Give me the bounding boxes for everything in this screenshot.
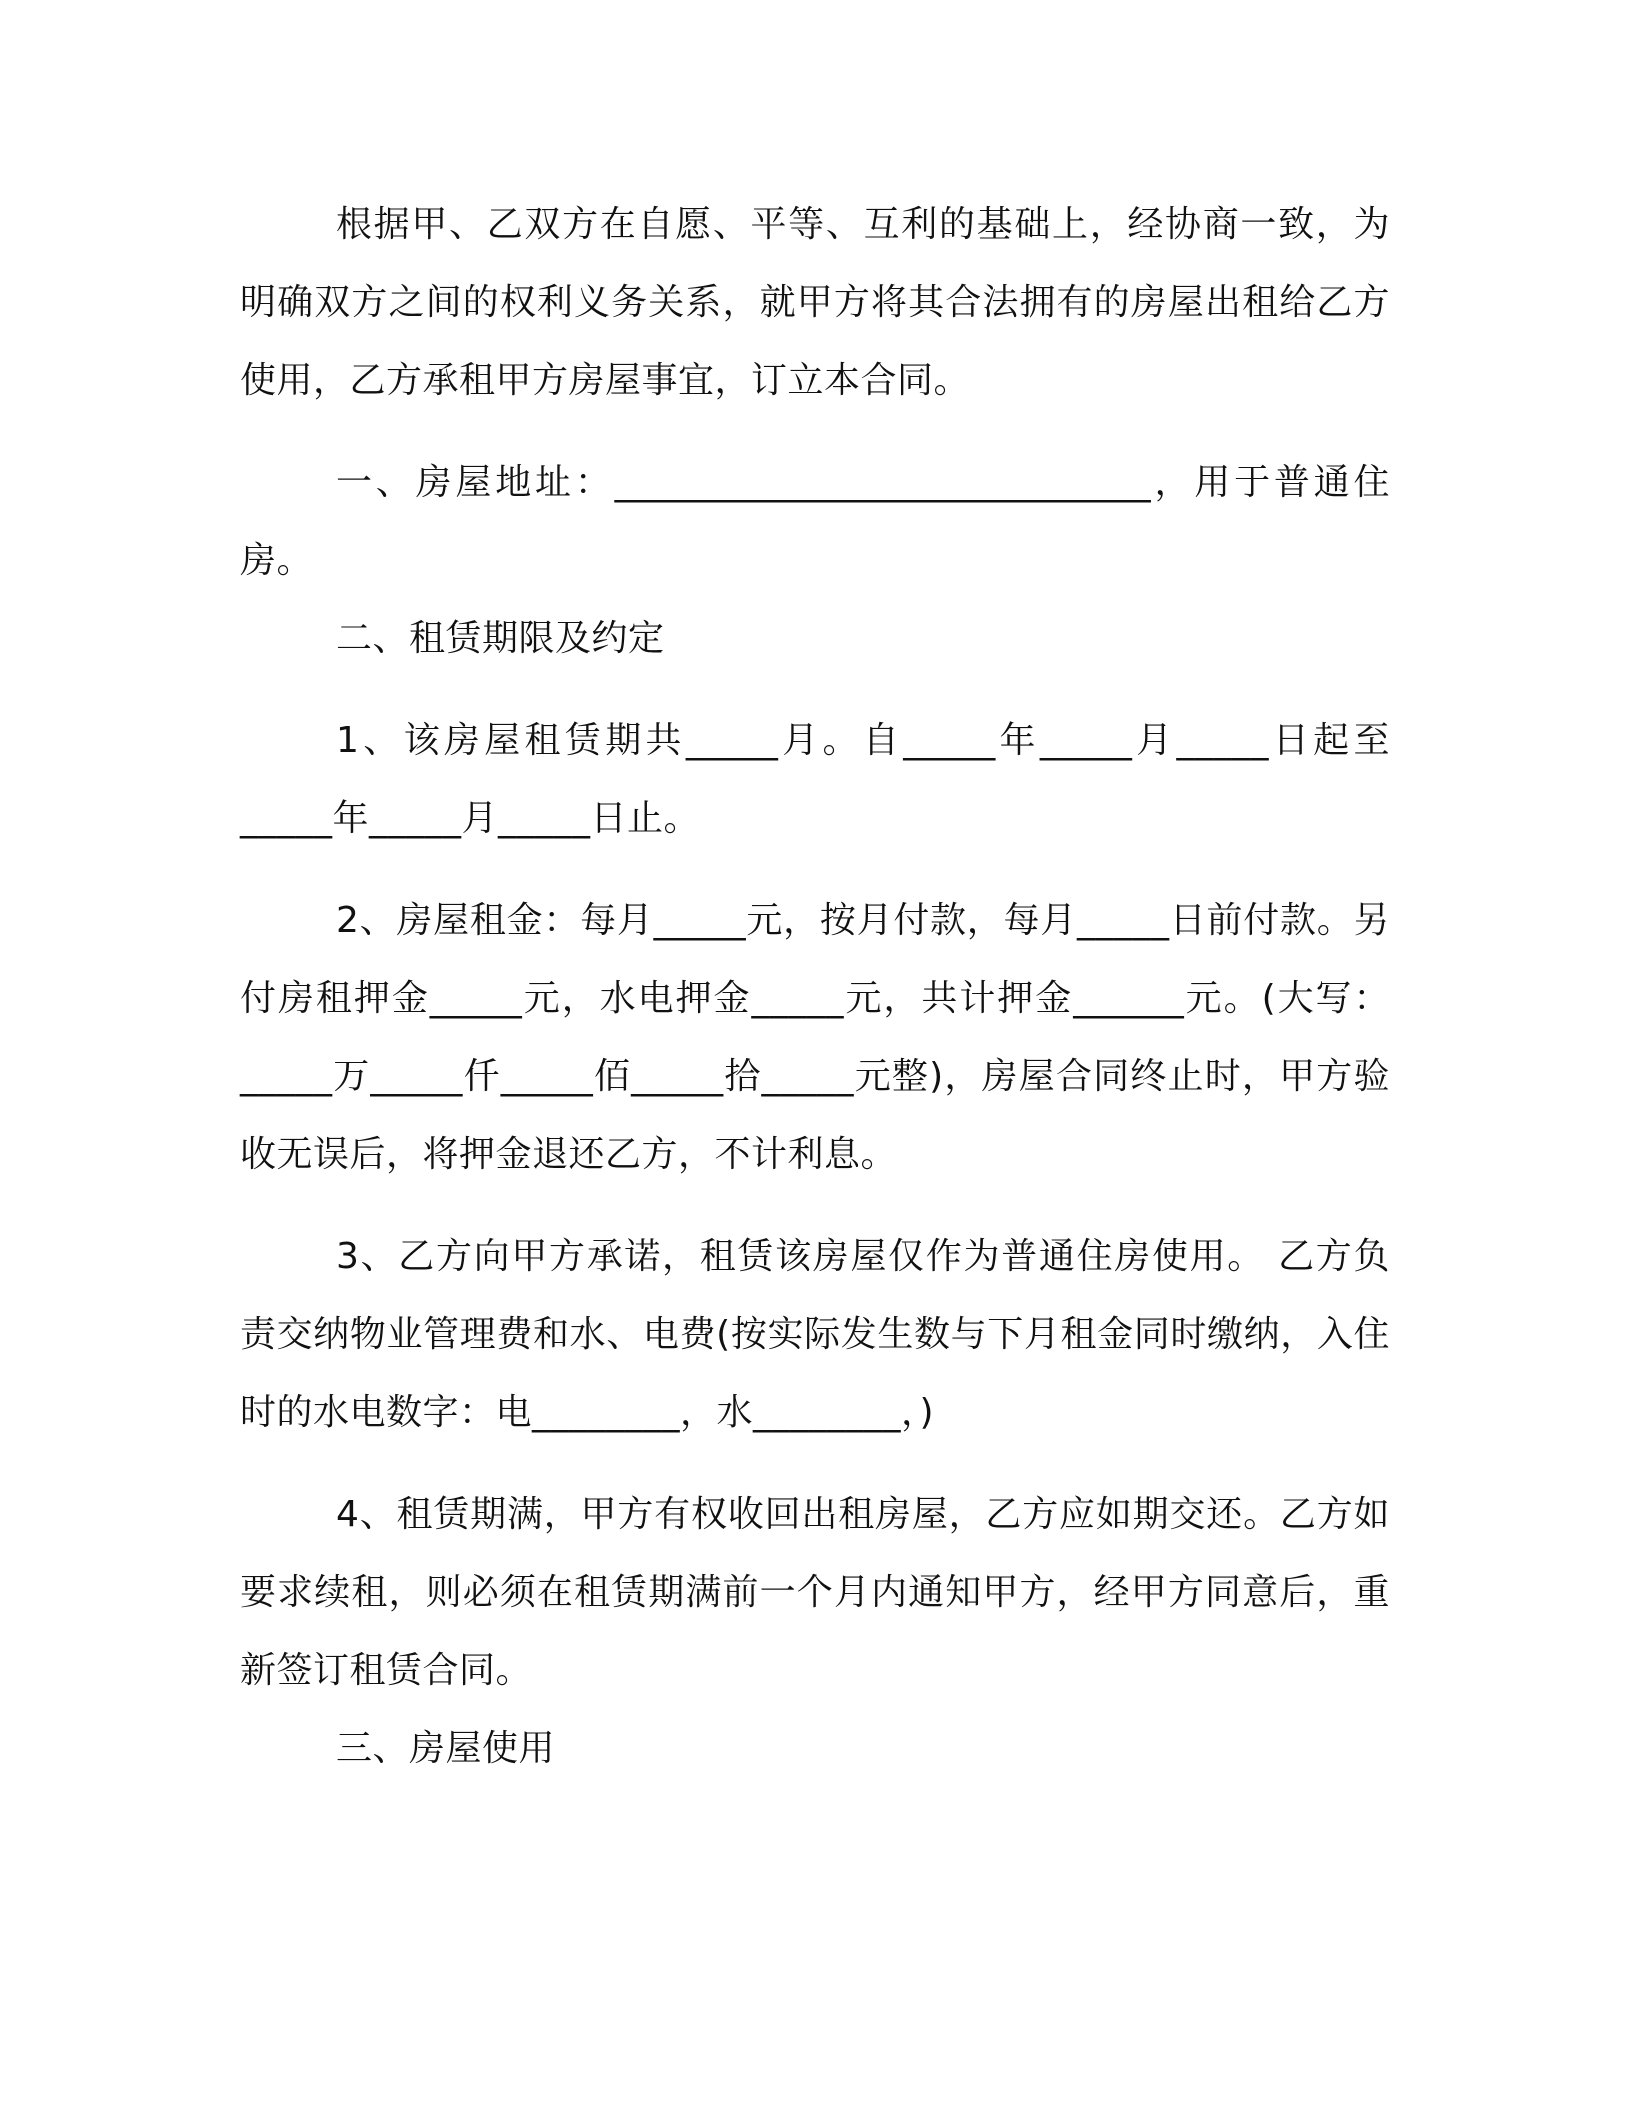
document-body (240, 186, 1390, 1788)
item-2-rent-deposit: 2、房屋租金：每月_____元，按月付款，每月_____日前付款。另付房租押金_____元，水电押金_____元，共计押金______元。(大写：_____万_____仟_____佰_____拾_____元整)，房屋合同终止时，甲方验收无误后，将押金退还乙方，不计利息。 (240, 900, 1390, 1175)
item-1-lease-term: 1、该房屋租赁期共_____月。自_____年_____月_____日起至_____年_____月_____日止。 (240, 720, 1390, 839)
section-2-heading: 二、租赁期限及约定 (336, 618, 665, 659)
item-4-renewal: 4、租赁期满，甲方有权收回出租房屋，乙方应如期交还。乙方如要求续租，则必须在租赁期满前一个月内通知甲方，经甲方同意后，重新签订租赁合同。 (240, 1494, 1390, 1691)
section-3-heading: 三、房屋使用 (336, 1728, 556, 1769)
section-1-address: 一、房屋地址：_____________________________，用于普通住房。 (240, 462, 1390, 581)
item-3-usage-fees: 3、乙方向甲方承诺，租赁该房屋仅作为普通住房使用。 乙方负责交纳物业管理费和水、电费(按实际发生数与下月租金同时缴纳，入住时的水电数字：电________，水________，) (240, 1236, 1390, 1433)
intro-paragraph: 根据甲、乙双方在自愿、平等、互利的基础上，经协商一致，为明确双方之间的权利义务关系，就甲方将其合法拥有的房屋出租给乙方使用，乙方承租甲方房屋事宜，订立本合同。 (240, 204, 1390, 401)
